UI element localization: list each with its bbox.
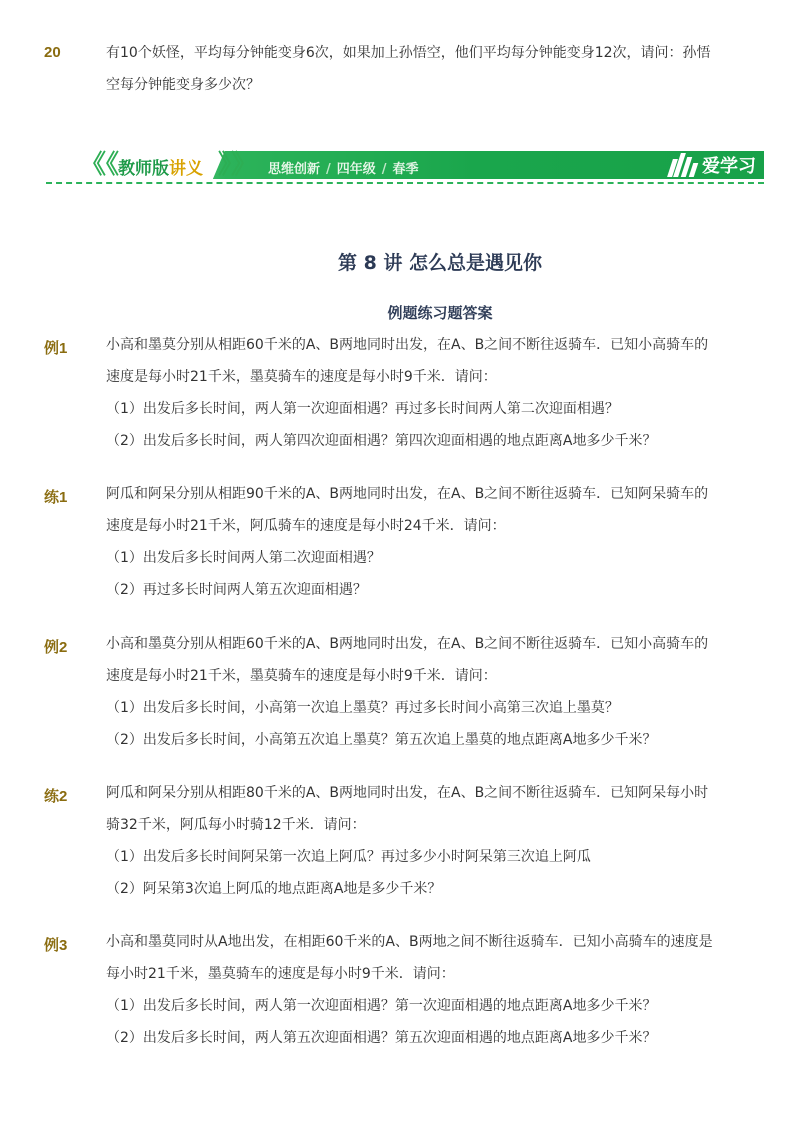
problem-text: 小高和墨莫分别从相距60千米的A、B两地同时出发，在A、B之间不断往返骑车．已知小高骑车的速度是每小时21千米，墨莫骑车的速度是每小时9千米．请问：: [106, 337, 709, 385]
logo-mark-icon: [668, 153, 698, 177]
banner-title: [118, 154, 203, 179]
sub-question: （2）出发后多长时间，两人第五次迎面相遇？第五次迎面相遇的地点距离A地多少千米？: [106, 1030, 657, 1046]
sub-question: （1）出发后多长时间，两人第一次迎面相遇？第一次迎面相遇的地点距离A地多少千米？: [106, 998, 657, 1014]
banner-dotted-divider: [46, 182, 764, 184]
problem-label: 练1: [44, 489, 68, 506]
problem-text: 阿瓜和阿呆分别从相距90千米的A、B两地同时出发，在A、B之间不断往返骑车．已知阿呆骑车的速度是每小时21千米，阿瓜骑车的速度是每小时24千米．请问：: [106, 486, 709, 534]
problem-text: 小高和墨莫同时从A地出发，在相距60千米的A、B两地之间不断往返骑车．已知小高骑车的速度是每小时21千米，墨莫骑车的速度是每小时9千米．请问：: [106, 934, 713, 982]
breadcrumb-separator: /: [326, 162, 331, 177]
sub-question: （2）出发后多长时间，两人第四次迎面相遇？第四次迎面相遇的地点距离A地多少千米？: [106, 433, 657, 449]
problem-label: 例1: [44, 340, 68, 357]
breadcrumb-item: 思维创新: [268, 162, 321, 177]
banner-title-main: 教师版: [118, 159, 169, 179]
breadcrumb-item: 四年级: [336, 162, 376, 177]
header-banner: [46, 148, 764, 186]
lecture-title: 第 8 讲 怎么总是遇见你: [337, 252, 543, 274]
problem-label: 例2: [44, 639, 68, 656]
problem-text: 阿瓜和阿呆分别从相距80千米的A、B两地同时出发，在A、B之间不断往返骑车．已知阿呆每小时骑32千米，阿瓜每小时骑12千米．请问：: [106, 785, 709, 833]
chevron-right-icon: 》》: [218, 150, 258, 180]
chevron-left-icon: 《《: [80, 150, 120, 180]
problem-label: 练2: [44, 788, 68, 805]
breadcrumb: [268, 158, 419, 177]
sub-question: （1）出发后多长时间阿呆第一次追上阿瓜？再过多少小时阿呆第三次追上阿瓜: [106, 849, 591, 865]
problem-label: 例3: [44, 937, 68, 954]
sub-question: （1）出发后多长时间，两人第一次迎面相遇？再过多长时间两人第二次迎面相遇？: [106, 401, 619, 417]
breadcrumb-separator: /: [381, 162, 387, 177]
sub-question: （1）出发后多长时间，小高第一次追上墨莫？再过多长时间小高第三次追上墨莫？: [106, 700, 619, 716]
brand-logo: [668, 152, 756, 178]
sub-question: （2）再过多长时间两人第五次迎面相遇？: [106, 582, 367, 598]
section-title: 例题练习题答案: [387, 304, 493, 322]
banner-title-accent: 讲义: [169, 159, 203, 179]
problem-text: 有10个妖怪，平均每分钟能变身6次，如果加上孙悟空，他们平均每分钟能变身12次，请问：孙悟空每分钟能变身多少次？: [106, 45, 711, 93]
sub-question: （1）出发后多长时间两人第二次迎面相遇？: [106, 550, 381, 566]
breadcrumb-item: 春季: [392, 162, 419, 177]
problem-number: 20: [44, 44, 61, 61]
sub-question: （2）出发后多长时间，小高第五次追上墨莫？第五次追上墨莫的地点距离A地多少千米？: [106, 732, 657, 748]
sub-question: （2）阿呆第3次追上阿瓜的地点距离A地是多少千米？: [106, 881, 442, 897]
logo-text: 爱学习: [702, 156, 756, 177]
problem-text: 小高和墨莫分别从相距60千米的A、B两地同时出发，在A、B之间不断往返骑车．已知小高骑车的速度是每小时21千米，墨莫骑车的速度是每小时9千米．请问：: [106, 636, 709, 684]
